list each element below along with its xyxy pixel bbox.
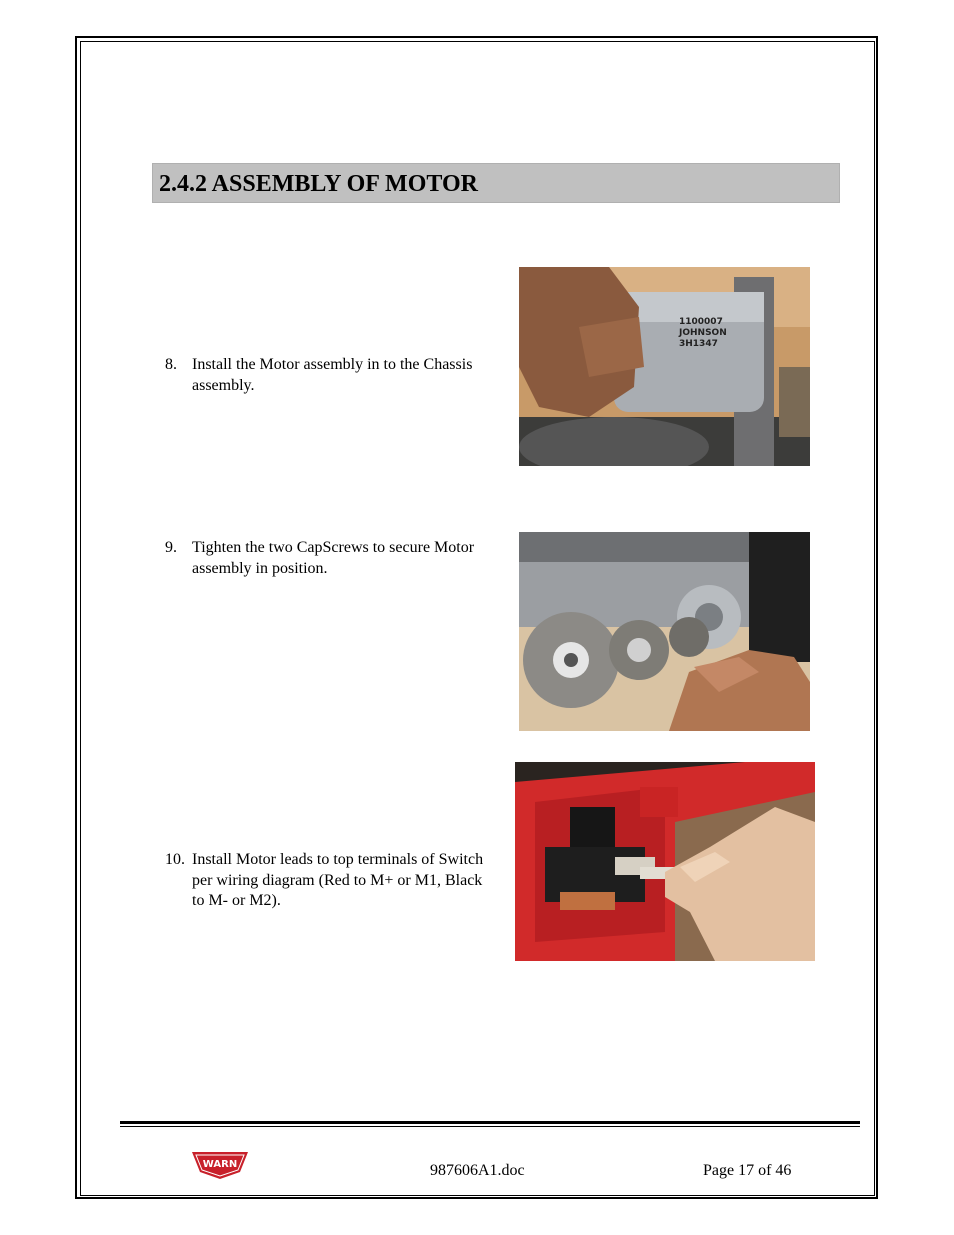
step-number: 9. <box>165 539 177 556</box>
step-text: Install the Motor assembly in to the Chassis assembly. <box>192 356 473 394</box>
footer-rule-thick <box>120 1121 860 1124</box>
logo-text: WARN <box>202 1159 238 1170</box>
step-text: Tighten the two CapScrews to secure Motor assembly in position. <box>192 539 475 577</box>
footer-rule-thin <box>120 1126 860 1127</box>
photo-motor-leads <box>515 762 815 961</box>
section-heading: 2.4.2 ASSEMBLY OF MOTOR <box>152 163 840 203</box>
photo-capscrews <box>519 532 810 731</box>
step-10 <box>165 850 495 912</box>
footer-page-number: Page 17 of 46 <box>703 1162 792 1179</box>
warn-logo <box>190 1150 250 1180</box>
step-text: Install Motor leads to top terminals of Switch per wiring diagram (Red to M+ or M1, Black to M- or M2). <box>192 851 484 909</box>
photo-motor-install <box>519 267 810 466</box>
footer-document-name: 987606A1.doc <box>430 1162 525 1179</box>
motor-label-line-2: JOHNSON <box>679 328 727 338</box>
motor-label-line-1: 1100007 <box>679 317 723 327</box>
step-9 <box>165 538 495 579</box>
step-number: 8. <box>165 356 177 373</box>
motor-label-line-3: 3H1347 <box>679 339 718 349</box>
step-number: 10. <box>165 851 185 868</box>
step-8 <box>165 355 495 396</box>
